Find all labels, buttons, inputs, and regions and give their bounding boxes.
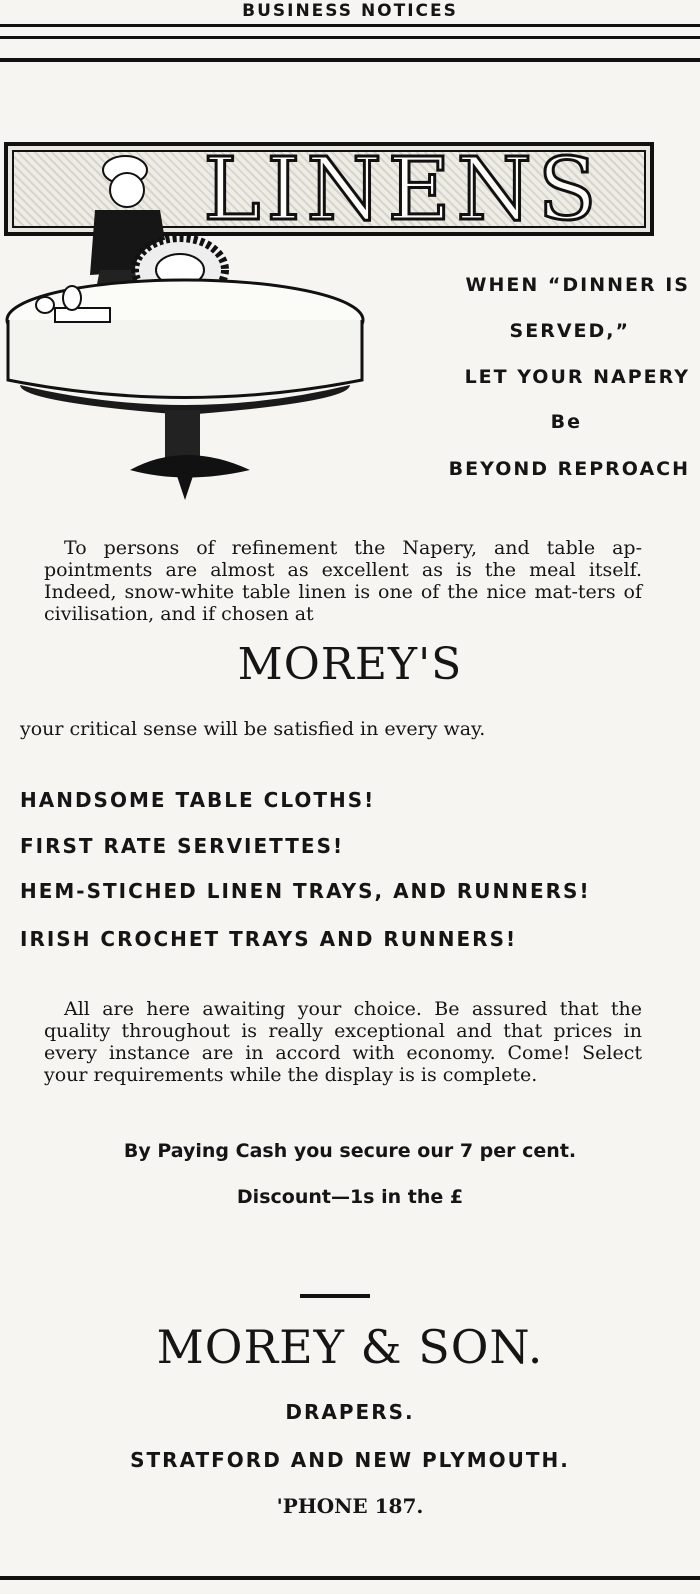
slogan-line-5: BEYOND REPROACH [448,458,690,480]
discount-line-2: Discount—1s in the £ [236,1186,464,1208]
banner-title: LINENS [203,140,603,240]
section-title: BUSINESS NOTICES [242,1,458,21]
promise-line: your critical sense will be satisfied in every way. [20,718,486,740]
slogan-line-4: Be [550,411,582,433]
slogan-line-2: SERVED,” [509,320,630,342]
firm-name: MOREY & SON. [156,1320,544,1374]
maid-serving-table-illustration [0,140,420,520]
header-rule-2 [0,58,700,62]
item-linen-trays: HEM-STICHED LINEN TRAYS, AND RUNNERS! [20,879,591,903]
bottom-rule [0,1576,700,1580]
slogan-line-1: WHEN “DINNER IS [465,274,690,296]
firm-locations: STRATFORD AND NEW PLYMOUTH. [130,1448,570,1472]
slogan-line-3: LET YOUR NAPERY [464,366,690,388]
header-rule-1 [0,36,700,39]
item-serviettes: FIRST RATE SERVIETTES! [20,834,345,858]
item-crochet-trays: IRISH CROCHET TRAYS AND RUNNERS! [20,927,518,951]
closing-paragraph: All are here awaiting your choice. Be assured that the quality throughout is really exceptional and that prices in every instance are in accord with economy. Come! Select your requirements while the display is is complete. [44,998,642,1086]
store-name: MOREY'S [237,639,463,690]
firm-phone: 'PHONE 187. [276,1494,424,1518]
firm-trade: DRAPERS. [285,1400,415,1424]
footer-divider [300,1294,370,1298]
intro-paragraph: To persons of refinement the Napery, and table ap-pointments are almost as excellent as is the meal itself. Indeed, snow-white table linen is one of the nice mat-ters of civilisation, and if chosen at [44,537,642,625]
discount-line-1: By Paying Cash you secure our 7 per cent. [123,1140,577,1162]
header-rule-top [0,24,700,27]
item-table-cloths: HANDSOME TABLE CLOTHS! [20,788,376,812]
